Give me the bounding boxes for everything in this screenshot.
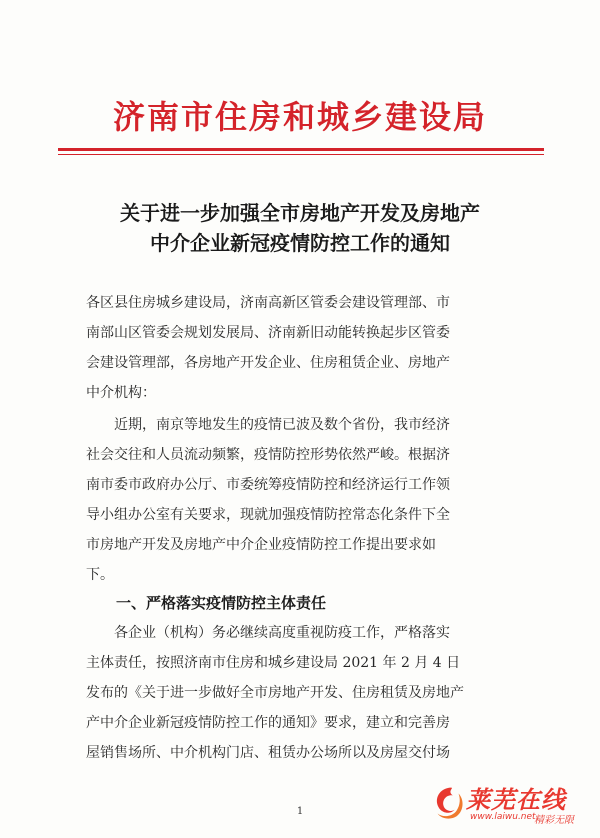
addressee-line: 中介机构： xyxy=(86,385,156,401)
watermark-url: www.laiwu.net xyxy=(470,812,536,822)
site-watermark xyxy=(430,780,590,832)
section-1-paragraph xyxy=(86,618,536,768)
notice-title-line: 中介企业新冠疫情防控工作的通知 xyxy=(150,231,450,255)
intro-line: 下。 xyxy=(86,567,114,583)
intro-line: 南市委市政府办公厅、市委统筹疫情防控和经济运行工作领 xyxy=(86,477,450,493)
notice-title xyxy=(0,198,600,258)
intro-line: 社会交往和人员流动频繁，疫情防控形势依然严峻。根据济 xyxy=(86,447,450,463)
intro-paragraph xyxy=(86,410,536,590)
intro-line: 市房地产开发及房地产中介企业疫情防控工作提出要求如 xyxy=(86,537,436,553)
intro-line: 导小组办公室有关要求，现就加强疫情防控常态化条件下全 xyxy=(86,507,450,523)
addressee-paragraph xyxy=(86,288,536,408)
page-number: 1 xyxy=(296,806,304,817)
addressee-line: 各区县住房城乡建设局，济南高新区管委会建设管理部、市 xyxy=(86,295,450,311)
intro-line: 近期，南京等地发生的疫情已波及数个省份，我市经济 xyxy=(86,417,450,433)
header-red-rule-thin xyxy=(58,154,544,155)
header-red-rule xyxy=(58,148,544,151)
addressee-line: 南部山区管委会规划发展局、济南新旧动能转换起步区管委 xyxy=(86,325,450,341)
section-1-line: 产中介企业新冠疫情防控工作的通知》要求，建立和完善房 xyxy=(86,715,450,731)
swirl-logo-icon xyxy=(430,784,468,822)
section-1-line: 各企业（机构）务必继续高度重视防疫工作，严格落实 xyxy=(86,625,450,641)
notice-title-line: 关于进一步加强全市房地产开发及房地产 xyxy=(120,201,480,225)
section-1-heading: 一、严格落实疫情防控主体责任 xyxy=(116,594,327,612)
watermark-logo-text: 莱芜在线 xyxy=(466,786,566,814)
section-1-line: 屋销售场所、中介机构门店、租赁办公场所以及房屋交付场 xyxy=(86,745,450,761)
watermark-slogan: 精彩无限 xyxy=(534,815,574,826)
agency-header-title: 济南市住房和城乡建设局 xyxy=(112,98,487,136)
section-1-line: 主体责任，按照济南市住房和城乡建设局 2021 年 2 月 4 日 xyxy=(86,655,461,671)
addressee-line: 会建设管理部，各房地产开发企业、住房租赁企业、房地产 xyxy=(86,355,450,371)
section-1-line: 发布的《关于进一步做好全市房地产开发、住房租赁及房地产 xyxy=(86,685,464,701)
